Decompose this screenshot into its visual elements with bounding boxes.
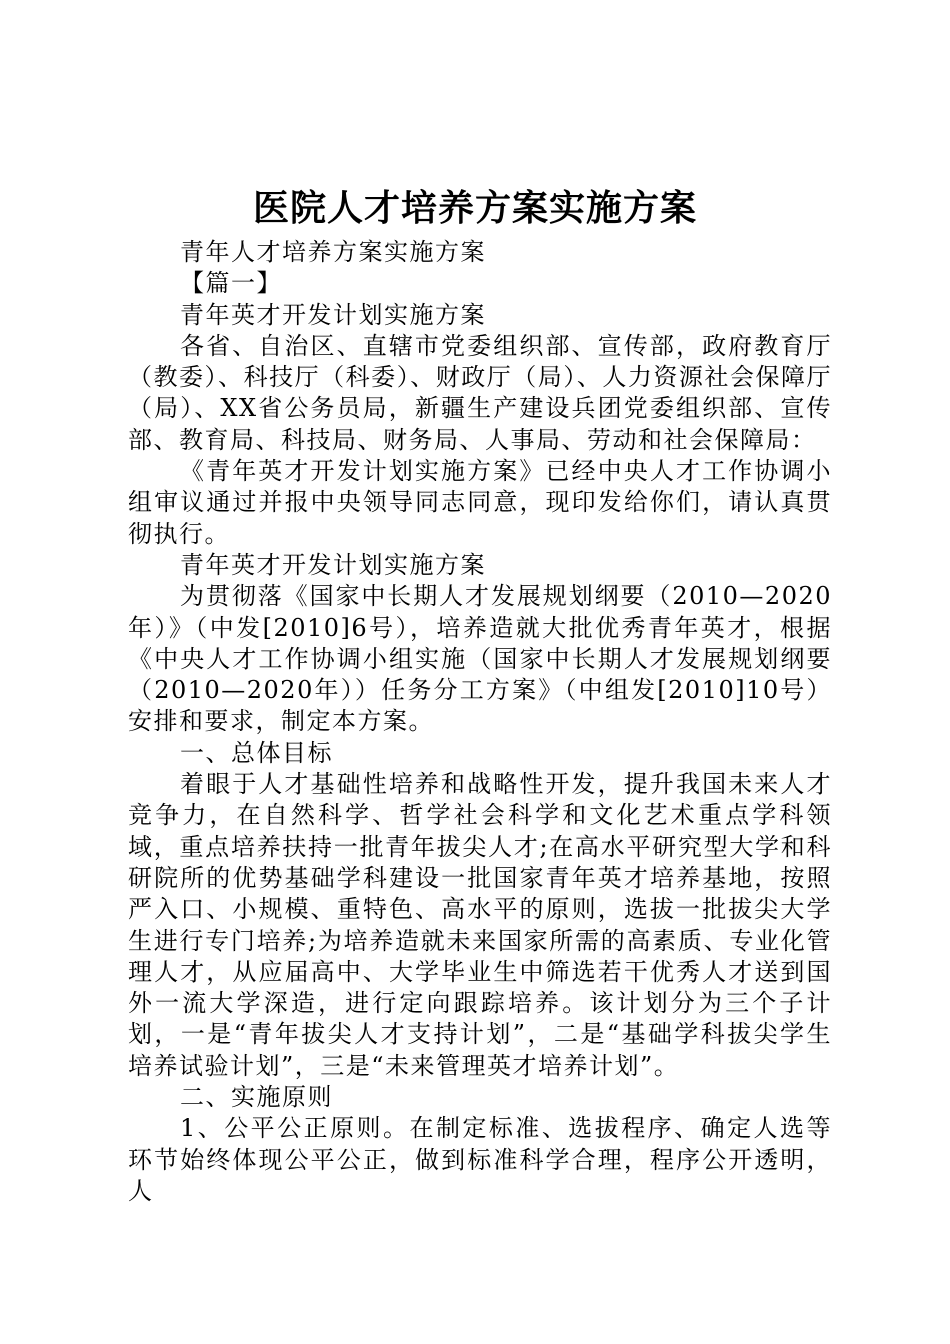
paragraph: 一、总体目标 — [180, 738, 333, 767]
paragraph: 为贯彻落《国家中长期人才发展规划纲要（2010—2020年）》（中发[2010]6号），培养造就大批优秀青年英才，根据《中央人才工作协调小组实施（国家中长期人才发展规划纲要（2010—2020年））任务分工方案》（中组发[2010]10号）安排和要求，制定本方案。 — [128, 582, 832, 736]
paragraph: 各省、自治区、直辖市党委组织部、宣传部，政府教育厅（教委）、科技厅（科委）、财政厅（局）、人力资源社会保障厅（局）、XX省公务员局，新疆生产建设兵团党委组织部、宣传部、教育局、科技局、财务局、人事局、劳动和社会保障局： — [128, 331, 832, 454]
document-title: 医院人才培养方案实施方案 — [252, 187, 697, 229]
paragraph: 【篇一】 — [180, 269, 282, 298]
paragraph: 《青年英才开发计划实施方案》已经中央人才工作协调小组审议通过并报中央领导同志同意，现印发给你们，请认真贯彻执行。 — [128, 457, 832, 548]
paragraph: 二、实施原则 — [180, 1083, 333, 1112]
paragraph: 青年英才开发计划实施方案 — [180, 550, 486, 579]
paragraph: 青年人才培养方案实施方案 — [180, 238, 486, 266]
document-body — [128, 237, 832, 1207]
paragraph: 着眼于人才基础性培养和战略性开发，提升我国未来人才竞争力，在自然科学、哲学社会科学和文化艺术重点学科领域，重点培养扶持一批青年拔尖人才;在高水平研究型大学和科研院所的优势基础学科建设一批国家青年英才培养基地，按照严入口、小规模、重特色、高水平的原则，选拔一批拔尖大学生进行专门培养;为培养造就未来国家所需的高素质、专业化管理人才，从应届高中、大学毕业生中筛选若干优秀人才送到国外一流大学深造，进行定向跟踪培养。该计划分为三个子计划，一是“青年拔尖人才支持计划”，二是“基础学科拔尖学生培养试验计划”，三是“未来管理英才培养计划”。 — [128, 770, 832, 1080]
paragraph: 1、公平公正原则。在制定标准、选拔程序、确定人选等环节始终体现公平公正，做到标准科学合理，程序公开透明，人 — [128, 1114, 832, 1205]
paragraph: 青年英才开发计划实施方案 — [180, 300, 486, 329]
